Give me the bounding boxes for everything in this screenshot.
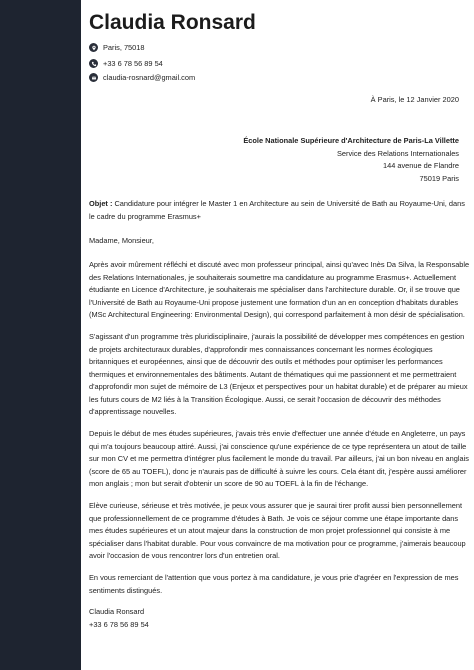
subject-label: Objet : (89, 199, 113, 208)
letter-greeting: Madame, Monsieur, (89, 236, 154, 245)
signature-block (89, 606, 459, 631)
contact-email-text: claudia-rosnard@gmail.com (103, 73, 196, 82)
recipient-school: École Nationale Supérieure d'Architecture de Paris-La Villette (243, 136, 459, 145)
candidate-name: Claudia Ronsard (89, 11, 256, 34)
contact-location (89, 43, 145, 52)
subject-text: Candidature pour intégrer le Master 1 en Architecture au sein de Université de Bath au Royaume-Uni, dans (112, 199, 465, 208)
sidebar-band (0, 0, 81, 670)
recipient-street: 144 avenue de Flandre (382, 161, 459, 170)
letter-date: À Paris, le 12 Janvier 2020 (370, 95, 459, 104)
contact-phone-text: +33 6 78 56 89 54 (103, 59, 163, 68)
contact-email (89, 73, 195, 82)
body-paragraph-3: Depuis le début de mes études supérieures, j'avais très envie d'effectuer une année d'étude en Angleterre, un pays qui m'a toujours beaucoup attiré. Aussi, j'ai conscience qu'une expérience de ce type représentera un atout de taille sur mon CV et me permettra d'intégrer plus facilement le monde du travail. Par ailleurs, j'ai un bon niveau en anglais (score de 65 au TOEFL), donc je n'aurais pas de difficulté à suivre les cours. Cela étant dit, j'espère aussi améliorer mon anglais ; mon but serait d'obtenir un score de 90 au TOEFL à la fin de l'échange. (89, 429, 469, 488)
signature-name: Claudia Ronsard (89, 607, 145, 616)
closing-paragraph: En vous remerciant de l'attention que vous portez à ma candidature, je vous prie d'agréer en l'expression de mes sentiments distingués. (89, 573, 459, 595)
body-paragraph-2: S'agissant d'un programme très pluridisciplinaire, j'aurais la possibilité de développer mes compétences en gestion de projets architecturaux durables, d'approfondir mes connaissances concernant les normes écologiques britanniques et européennes, ainsi que de découvrir des outils et méthodes pour optimiser les performances thermiques et environnementales des bâtiments. Autant de thématiques qui me passionnent et me permettraient d'approfondir mon sujet de mémoire de L3 (Enjeux et perspectives pour un habitat durable) et de préparer au mieux les futurs cours de M2 liés à la Transition Écologique. Aussi, ce serait l'occasion de découvrir des méthodes d'apprentissage nouvelles. (89, 332, 468, 416)
letter-subject (89, 198, 465, 223)
recipient-city: 75019 Paris (419, 173, 459, 183)
contact-location-text: Paris, 75018 (103, 43, 145, 52)
contact-phone (89, 59, 163, 68)
location-pin-icon (89, 43, 98, 52)
subject-text-cont: le cadre du programme Erasmus+ (89, 211, 201, 221)
recipient-address (89, 135, 459, 185)
body-paragraph-1: Après avoir mûrement réfléchi et discuté avec mon professeur principal, ainsi qu'avec Inès Da Silva, la Responsable des Relations Internationales, je souhaiterais soumettre ma candidature au programme Erasmus+. Actuellement étudiante en Licence d'Architecture, je souhaiterais me spécialiser dans l'architecture durable. Or, il se trouve que l'Université de Bath au Royaume-Uni propose justement une formation d'un an en conception d'habitats durables (MSc Architectural Engineering: Environmental Design), qui correspond parfaitement à mon désir de spécialisation. (89, 260, 470, 319)
signature-phone: +33 6 78 56 89 54 (89, 619, 149, 629)
recipient-service: Service des Relations Internationales (336, 148, 459, 158)
email-icon (89, 73, 98, 82)
body-paragraph-4: Elève curieuse, sérieuse et très motivée, je peux vous assurer que je saurai tirer profit aussi bien personnellement que professionnellement de ce programme d'études à Bath. Je vois ce séjour comme une étape importante dans mes études supérieures et un atout majeur dans la construction de mon projet professionnel qui consiste à me spécialiser dans l'habitat durable. Pour vous convaincre de ma motivation pour ce programme, j'aimerais beaucoup avoir l'occasion de vous rencontrer lors d'un entretien oral. (89, 501, 466, 560)
phone-icon (89, 59, 98, 68)
